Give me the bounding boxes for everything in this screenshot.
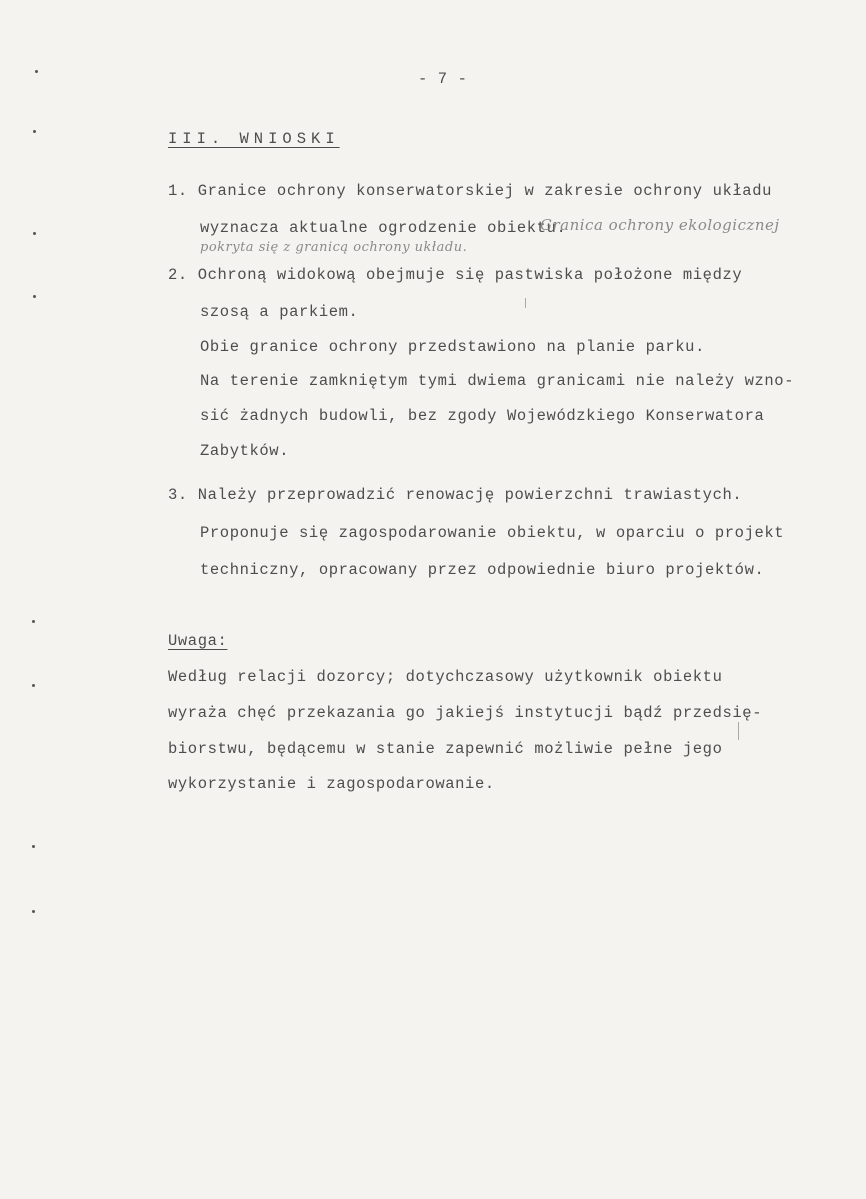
pencil-mark bbox=[738, 722, 739, 740]
margin-mark bbox=[32, 845, 35, 848]
item-2-line-2: szosą a parkiem. bbox=[200, 303, 359, 321]
item-1-line-1: 1. Granice ochrony konserwatorskiej w zakresie ochrony układu bbox=[168, 182, 772, 200]
margin-mark bbox=[33, 295, 36, 298]
item-2-line-5: sić żadnych budowli, bez zgody Wojewódzkiego Konserwatora bbox=[200, 407, 765, 425]
section-heading: III. WNIOSKI bbox=[168, 130, 340, 148]
handwritten-note-line-2: pokryta się z granicą ochrony układu. bbox=[200, 240, 468, 255]
margin-mark bbox=[32, 620, 35, 623]
margin-mark bbox=[32, 910, 35, 913]
margin-mark bbox=[33, 232, 36, 235]
note-label: Uwaga: bbox=[168, 632, 228, 650]
note-line-3: biorstwu, będącemu w stanie zapewnić możliwie pełne jego bbox=[168, 740, 723, 758]
note-line-1: Według relacji dozorcy; dotychczasowy użytkownik obiektu bbox=[168, 668, 723, 686]
item-3-line-3: techniczny, opracowany przez odpowiednie biuro projektów. bbox=[200, 561, 765, 579]
margin-mark bbox=[35, 70, 38, 73]
margin-mark bbox=[33, 130, 36, 133]
item-2-line-1: 2. Ochroną widokową obejmuje się pastwiska położone między bbox=[168, 266, 743, 284]
item-2-line-3: Obie granice ochrony przedstawiono na planie parku. bbox=[200, 338, 705, 356]
handwritten-note-line-1: Granica ochrony ekologicznej bbox=[540, 216, 780, 234]
item-3-line-2: Proponuje się zagospodarowanie obiektu, w oparciu o projekt bbox=[200, 524, 785, 542]
item-2-line-4: Na terenie zamkniętym tymi dwiema granicami nie należy wzno- bbox=[200, 372, 795, 390]
item-2-line-6: Zabytków. bbox=[200, 442, 290, 460]
pencil-mark bbox=[525, 298, 526, 308]
note-line-2: wyraża chęć przekazania go jakiejś instytucji bądź przedsię- bbox=[168, 704, 763, 722]
margin-mark bbox=[32, 684, 35, 687]
item-3-line-1: 3. Należy przeprowadzić renowację powierzchni trawiastych. bbox=[168, 486, 743, 504]
item-1-line-2: wyznacza aktualne ogrodzenie obiektu. bbox=[200, 219, 567, 237]
page-number: - 7 - bbox=[418, 70, 468, 88]
note-line-4: wykorzystanie i zagospodarowanie. bbox=[168, 775, 495, 793]
